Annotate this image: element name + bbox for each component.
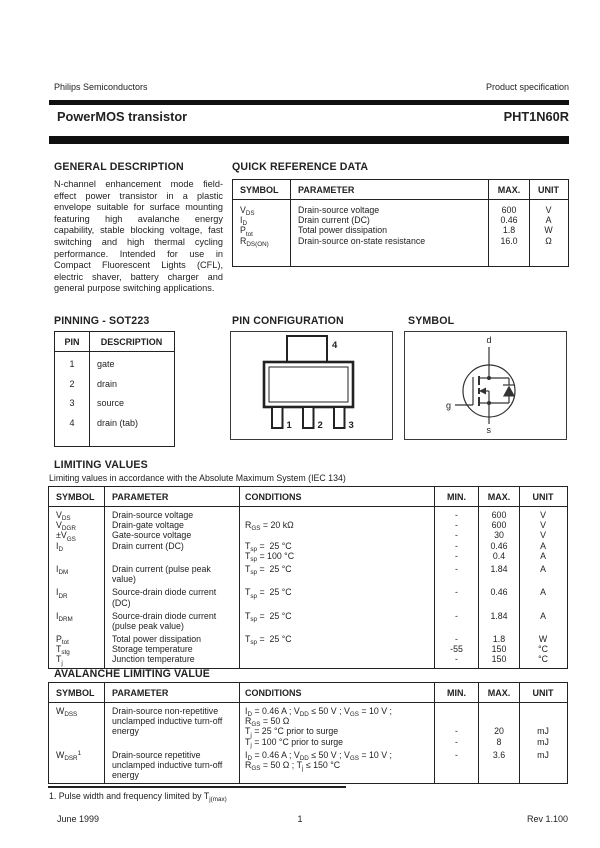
unit-cell	[519, 654, 566, 667]
cell-line: -	[455, 520, 458, 531]
conditions-cell	[239, 541, 434, 561]
cell-line	[245, 510, 434, 520]
pin-number: 3	[69, 398, 75, 408]
table-header-row	[233, 180, 568, 200]
cell-line: $I_D = 0.46$ A ; $V_{DD} \le 50$ V ; $V_{GS} = 10$ V ;	[245, 749, 392, 762]
pin-number: 2	[69, 378, 75, 389]
cell-line: -	[455, 587, 458, 598]
column-header: MIN.	[434, 683, 478, 702]
min-cell	[434, 520, 478, 530]
drain-label: d	[486, 335, 492, 345]
unit-cell	[519, 747, 566, 784]
cell-line: Gate-source voltage	[112, 530, 192, 541]
cell-line: -	[455, 749, 458, 760]
cell-line: Ω	[545, 235, 552, 246]
cell-line: -	[455, 736, 458, 747]
min-cell	[434, 703, 478, 747]
parameter-cell	[104, 520, 239, 530]
cell-line: $\pm V_{GS}$	[56, 530, 76, 543]
cell-line: 0.46	[490, 540, 508, 551]
cell-line: $V_{DS}$	[56, 510, 71, 523]
unit-cell	[519, 703, 566, 747]
conditions-cell	[239, 520, 434, 533]
footnote: 1. Pulse width and frequency limited by $T_{j(max)}$	[49, 791, 227, 804]
unit-cell	[519, 631, 566, 644]
cell-line: -	[455, 550, 458, 561]
cell-line: A	[540, 540, 546, 551]
conditions-cell	[239, 584, 434, 607]
cell-line: 150	[491, 644, 507, 655]
cell-line: A	[540, 563, 546, 574]
min-cell	[434, 747, 478, 784]
cell-line	[245, 644, 434, 654]
symbol-cell	[49, 631, 104, 647]
cell-line: 16.0	[500, 235, 518, 246]
cell-line: $V_{DS}$	[240, 205, 255, 218]
parameter-cell	[104, 631, 239, 644]
footer-date: June 1999	[57, 814, 100, 824]
min-cell	[434, 608, 478, 631]
cell-line: 600	[491, 510, 507, 520]
cell-line: Drain current (DC)	[298, 215, 370, 226]
max-cell	[478, 747, 519, 784]
conditions-cell	[239, 747, 434, 784]
package-drawing	[231, 332, 390, 437]
min-cell	[434, 541, 478, 561]
header-rule	[49, 100, 569, 105]
column-header: SYMBOL	[56, 688, 95, 698]
pin-label-3: 3	[348, 420, 354, 431]
avalanche-table	[48, 682, 568, 784]
symbol-cell	[49, 561, 104, 584]
gate-label: g	[446, 400, 452, 411]
cell-line: -	[455, 540, 458, 551]
cell-line: (pulse peak value)	[112, 620, 184, 631]
cell-line: 1.8	[502, 225, 516, 236]
cell-line: mJ	[537, 749, 549, 760]
cell-line: Drain-source repetitive	[112, 749, 201, 760]
symbol-column	[233, 200, 290, 266]
parameter-cell	[104, 747, 239, 784]
pin-number: 4	[69, 417, 75, 428]
cell-line: W	[544, 225, 553, 236]
cell-line: A	[540, 587, 546, 598]
cell-line: Drain current (pulse peak	[112, 563, 211, 574]
cell-line: V	[540, 510, 546, 520]
cell-line: °C	[538, 654, 548, 665]
cell-line	[245, 530, 434, 540]
cell-line	[435, 716, 478, 726]
max-cell	[478, 644, 519, 654]
cell-line: $R_{GS} = 50$ Ω ; $T_j \le 150$ °C	[245, 759, 341, 773]
limiting-values-heading: LIMITING VALUES	[54, 459, 148, 471]
cell-line: mJ	[537, 736, 549, 747]
table-body	[233, 200, 568, 266]
symbol-cell	[49, 520, 104, 533]
column-header: MAX.	[478, 487, 519, 506]
cell-line	[479, 706, 519, 716]
column-header: CONDITIONS	[239, 683, 434, 702]
unit-cell	[519, 541, 566, 561]
conditions-cell	[239, 631, 434, 647]
cell-line: 20	[494, 726, 504, 737]
mosfet-symbol-drawing	[405, 332, 564, 437]
cell-line: 8	[496, 736, 502, 747]
pin-description: drain (tab)	[89, 414, 173, 447]
pin-configuration-heading: PIN CONFIGURATION	[232, 315, 344, 327]
parameter-column	[290, 200, 488, 266]
cell-line: 600	[501, 205, 517, 215]
pin-label-2: 2	[317, 420, 323, 431]
column-header: PARAMETER	[104, 487, 239, 506]
cell-line: $V_{DGR}$	[56, 520, 76, 533]
cell-line: -	[455, 563, 458, 574]
symbol-cell	[49, 608, 104, 631]
symbol-cell	[49, 541, 104, 561]
cell-line	[479, 716, 519, 726]
min-cell	[434, 530, 478, 540]
parameter-cell	[104, 644, 239, 654]
cell-line: 3.6	[492, 749, 506, 760]
column-header: UNIT	[519, 683, 566, 702]
header-left: Philips Semiconductors	[54, 82, 148, 92]
cell-line	[245, 654, 434, 664]
cell-line: Source-drain diode current	[112, 610, 217, 621]
cell-line: $R_{GS} = 20$ kΩ	[245, 520, 294, 533]
pin-label-4: 4	[332, 340, 338, 351]
unit-cell	[519, 584, 566, 607]
cell-line: $I_{DR}$	[56, 587, 68, 600]
table-row	[49, 520, 567, 533]
cell-line: A	[540, 550, 546, 561]
table-header-row	[55, 332, 174, 352]
cell-line: $I_{DM}$	[56, 563, 69, 577]
conditions-cell	[239, 654, 434, 667]
cell-line: $T_j = 25$ °C prior to surge	[245, 726, 339, 739]
limiting-values-subtitle: Limiting values in accordance with the Absolute Maximum System (IEC 134)	[49, 473, 346, 483]
cell-line: $I_D = 0.46$ A ; $V_{DD} \le 50$ V ; $V_{GS} = 10$ V ;	[245, 706, 392, 719]
pin-description: gate	[89, 352, 173, 375]
table-row	[49, 747, 567, 784]
table-row	[49, 608, 567, 631]
cell-line: mJ	[537, 726, 549, 737]
conditions-cell	[239, 608, 434, 631]
cell-line: V	[540, 530, 546, 541]
conditions-cell	[239, 561, 434, 584]
max-column	[488, 200, 529, 266]
cell-line: -	[455, 726, 458, 737]
conditions-cell	[239, 507, 434, 520]
cell-line: $T_{sp} = 25$ °C	[245, 563, 292, 577]
page-title: PowerMOS transistor	[57, 109, 188, 124]
table-row	[49, 703, 567, 747]
cell-line: $T_j$	[56, 654, 63, 667]
cell-line: V	[545, 205, 552, 215]
parameter-cell	[104, 561, 239, 584]
part-number: PHT1N60R	[503, 109, 569, 124]
cell-line: W	[538, 634, 548, 645]
table-row	[49, 507, 567, 523]
cell-line: 30	[494, 530, 504, 541]
pin-label-1: 1	[286, 420, 292, 431]
table-row	[49, 584, 567, 607]
symbol-cell	[49, 584, 104, 607]
header-right: Product specification	[485, 82, 569, 92]
table-row	[55, 394, 174, 414]
unit-cell	[519, 520, 566, 530]
cell-line: Junction temperature	[112, 654, 195, 665]
column-header: UNIT	[519, 487, 566, 506]
cell-line: $T_{sp} = 100$ °C	[245, 550, 295, 563]
cell-line: Total power dissipation	[298, 225, 387, 236]
avalanche-heading: AVALANCHE LIMITING VALUE	[54, 668, 211, 680]
cell-line: Source-drain diode current	[112, 587, 217, 598]
cell-line: -	[455, 610, 458, 621]
cell-line: $W_{DSR}^1$	[56, 749, 82, 762]
pin-description: source	[89, 394, 173, 414]
cell-line: 150	[491, 654, 507, 665]
cell-line: Total power dissipation	[112, 634, 201, 645]
symbol-cell	[49, 507, 104, 523]
column-header: DESCRIPTION	[89, 332, 173, 351]
cell-line: A	[540, 610, 546, 621]
column-header: MAX.	[478, 683, 519, 702]
pinning-table	[54, 331, 175, 447]
cell-line: 600	[491, 520, 507, 531]
table-row	[49, 631, 567, 647]
conditions-cell	[239, 703, 434, 747]
column-header: SYMBOL	[240, 185, 279, 195]
symbol-cell	[49, 747, 104, 784]
body-arrow	[479, 388, 486, 395]
parameter-cell	[104, 584, 239, 607]
cell-line: $T_{sp} = 25$ °C	[245, 587, 292, 600]
cell-line: 0.4	[492, 550, 506, 561]
parameter-cell	[104, 507, 239, 520]
footnote-rule	[48, 786, 346, 788]
pinning-heading: PINNING - SOT223	[54, 315, 150, 327]
max-cell	[478, 654, 519, 667]
cell-line: $I_{DRM}$	[56, 610, 73, 623]
unit-cell	[519, 608, 566, 631]
cell-line: 1.84	[490, 563, 508, 574]
unit-cell	[519, 507, 566, 520]
unit-column	[529, 200, 567, 266]
cell-line: $I_D$	[56, 540, 64, 553]
conditions-cell	[239, 530, 434, 540]
max-cell	[478, 703, 519, 747]
table-header-row	[49, 487, 567, 507]
parameter-cell	[104, 530, 239, 540]
cell-line: 0.46	[490, 587, 508, 598]
cell-line: unclamped inductive turn-off	[112, 716, 223, 727]
source-label: s	[486, 425, 491, 435]
cell-line: Drain-source voltage	[112, 510, 194, 520]
cell-line: $W_{DSS}$	[56, 706, 78, 719]
table-row	[55, 375, 174, 395]
cell-line	[520, 706, 566, 716]
cell-line: 1.84	[490, 610, 508, 621]
cell-line: Drain-source on-state resistance	[298, 235, 426, 246]
cell-line: Drain current (DC)	[112, 540, 184, 551]
general-description-heading: GENERAL DESCRIPTION	[54, 161, 184, 173]
parameter-cell	[104, 608, 239, 631]
column-header: PIN	[64, 337, 80, 347]
cell-line: $T_{stg}$	[56, 644, 70, 657]
column-header: SYMBOL	[56, 492, 95, 502]
cell-line: value)	[112, 574, 136, 585]
cell-line: -	[455, 530, 458, 541]
symbol-cell	[49, 703, 104, 747]
symbol-cell	[49, 644, 104, 657]
limiting-values-table	[48, 486, 568, 669]
column-header: MAX.	[488, 180, 529, 199]
cell-line: Storage temperature	[112, 644, 193, 655]
min-cell	[434, 631, 478, 644]
cell-line: $T_{sp} = 25$ °C	[245, 540, 292, 553]
unit-cell	[519, 530, 566, 540]
cell-line: $T_{sp} = 25$ °C	[245, 610, 292, 623]
pin-description: drain	[89, 375, 173, 395]
max-cell	[478, 520, 519, 530]
general-description-text: N-channel enhancement mode field-effect power transistor in a plastic envelope suitable for surface mounting featuring high avalanche energy capability, stable blocking voltage, fast switching and high thermal cycling performance. Intended for use in Compact Fluorescent Lights (CFL), electric shaver, battery charger and general purpose switching applications.	[54, 179, 223, 294]
cell-line: Drain-source voltage	[298, 205, 380, 215]
cell-line: $P_{tot}$	[56, 634, 69, 647]
table-row	[49, 530, 567, 543]
max-cell	[478, 631, 519, 644]
conditions-cell	[239, 644, 434, 654]
cell-line: $R_{DS(ON)}$	[240, 235, 269, 248]
max-cell	[478, 507, 519, 520]
table-row	[49, 644, 567, 657]
max-cell	[478, 561, 519, 584]
cell-line	[520, 716, 566, 726]
unit-cell	[519, 644, 566, 654]
cell-line: 1.8	[492, 634, 506, 645]
column-header: UNIT	[529, 180, 567, 199]
symbol-figure	[404, 331, 567, 440]
cell-line: Drain-source non-repetitive	[112, 706, 219, 716]
min-cell	[434, 561, 478, 584]
title-rule	[49, 136, 569, 144]
max-cell	[478, 584, 519, 607]
cell-line: Drain-gate voltage	[112, 520, 184, 531]
unit-cell	[519, 561, 566, 584]
column-header: MIN.	[434, 487, 478, 506]
cell-line: $R_{GS} = 50$ Ω	[245, 716, 290, 729]
cell-line: -	[455, 510, 458, 520]
min-cell	[434, 654, 478, 667]
table-row	[55, 352, 174, 375]
column-header: PARAMETER	[104, 683, 239, 702]
table-row	[49, 541, 567, 561]
parameter-cell	[104, 703, 239, 747]
min-cell	[434, 644, 478, 654]
quick-reference-heading: QUICK REFERENCE DATA	[232, 161, 369, 173]
cell-line: $P_{tot}$	[240, 225, 253, 238]
footer-page-number: 1	[297, 814, 303, 824]
cell-line: $T_{sp} = 25$ °C	[245, 634, 292, 647]
pin-number: 1	[69, 359, 75, 369]
parameter-cell	[104, 541, 239, 561]
parameter-cell	[104, 654, 239, 667]
cell-line: energy	[112, 770, 139, 781]
column-header: PARAMETER	[290, 180, 488, 199]
table-row	[55, 414, 174, 447]
cell-line: -	[455, 634, 458, 645]
cell-line: °C	[538, 644, 548, 655]
symbol-cell	[49, 654, 104, 667]
cell-line: -	[455, 654, 458, 665]
cell-line: V	[540, 520, 546, 531]
quick-reference-table	[232, 179, 569, 267]
cell-line: -55	[450, 644, 463, 655]
footer-revision: Rev 1.100	[526, 814, 568, 824]
cell-line: unclamped inductive turn-off	[112, 759, 223, 770]
pin-configuration-figure	[230, 331, 393, 440]
cell-line: $T_j = 100$ °C prior to surge	[245, 736, 344, 749]
cell-line: (DC)	[112, 597, 131, 608]
body-diode	[503, 386, 515, 397]
table-header-row	[49, 683, 567, 703]
table-row	[49, 561, 567, 584]
symbol-heading: SYMBOL	[408, 315, 455, 327]
min-cell	[434, 584, 478, 607]
max-cell	[478, 530, 519, 540]
symbol-cell	[49, 530, 104, 543]
max-cell	[478, 608, 519, 631]
min-cell	[434, 507, 478, 520]
cell-line: 0.46	[500, 215, 518, 226]
max-cell	[478, 541, 519, 561]
cell-line: $I_D$	[240, 215, 248, 228]
cell-line: A	[545, 215, 552, 226]
cell-line: energy	[112, 726, 139, 737]
table-row	[49, 654, 567, 667]
cell-line	[435, 706, 478, 716]
column-header: CONDITIONS	[239, 487, 434, 506]
